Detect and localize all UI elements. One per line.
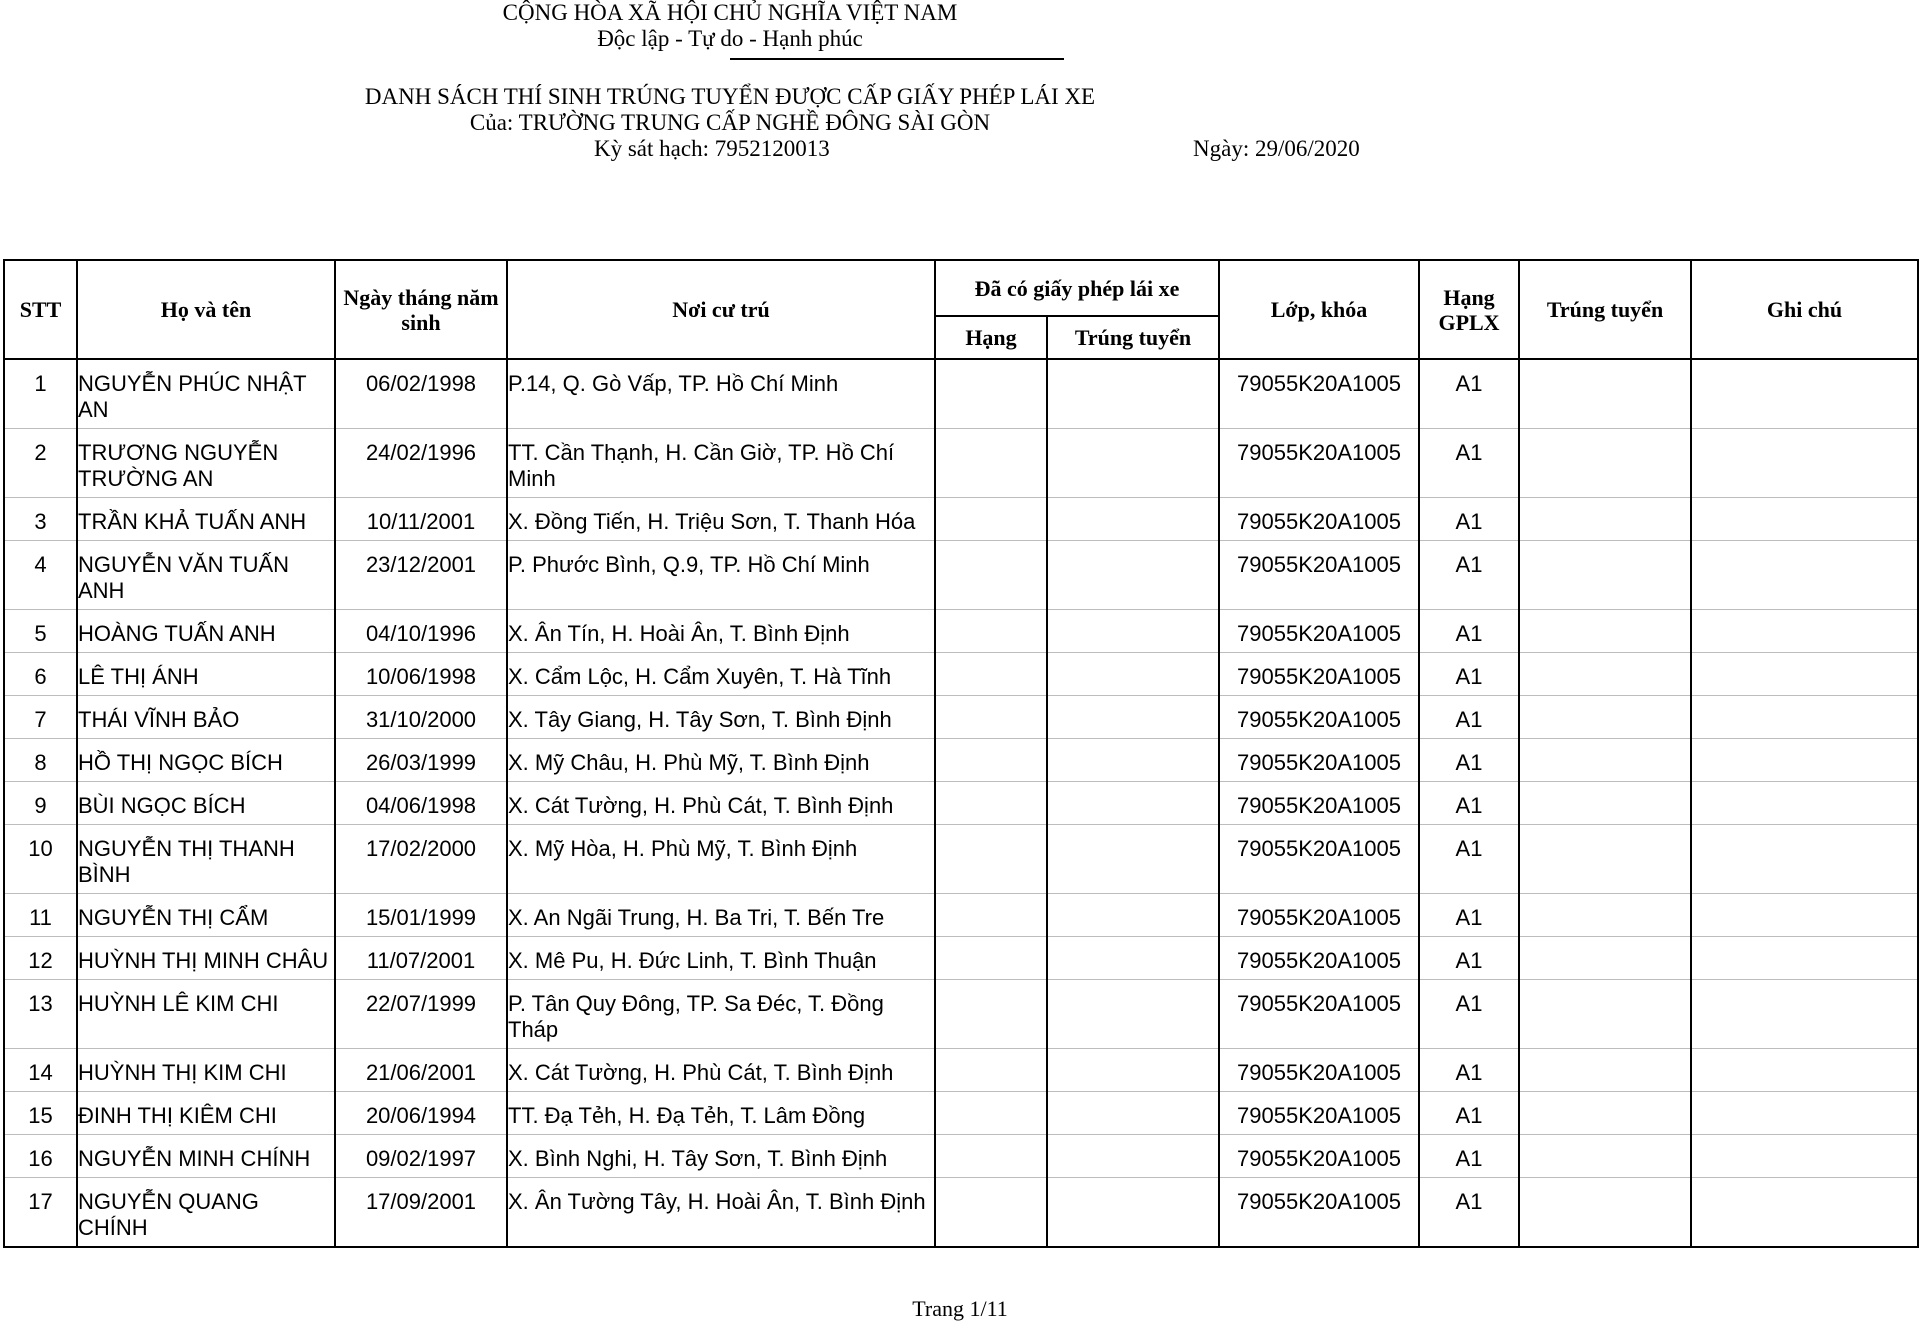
cell-license-rank [935, 696, 1047, 739]
cell-rank: A1 [1419, 359, 1519, 429]
cell-rank: A1 [1419, 653, 1519, 696]
column-header-dob: Ngày tháng năm sinh [335, 260, 507, 359]
cell-name: ĐINH THỊ KIÊM CHI [77, 1092, 335, 1135]
cell-class: 79055K20A1005 [1219, 937, 1419, 980]
column-header-license-rank: Hạng [935, 316, 1047, 359]
cell-rank: A1 [1419, 937, 1519, 980]
cell-address: X. Ân Tường Tây, H. Hoài Ân, T. Bình Định [507, 1178, 935, 1248]
cell-name: HUỲNH LÊ KIM CHI [77, 980, 335, 1049]
cell-stt: 15 [4, 1092, 77, 1135]
cell-license-rank [935, 1178, 1047, 1248]
cell-note [1691, 894, 1918, 937]
cell-stt: 16 [4, 1135, 77, 1178]
cell-license-passed [1047, 980, 1219, 1049]
cell-name: NGUYỄN QUANG CHÍNH [77, 1178, 335, 1248]
cell-class: 79055K20A1005 [1219, 894, 1419, 937]
cell-dob: 10/11/2001 [335, 498, 507, 541]
cell-address: X. Cát Tường, H. Phù Cát, T. Bình Định [507, 782, 935, 825]
cell-rank: A1 [1419, 739, 1519, 782]
cell-note [1691, 1135, 1918, 1178]
cell-license-rank [935, 937, 1047, 980]
cell-license-rank [935, 739, 1047, 782]
cell-dob: 21/06/2001 [335, 1049, 507, 1092]
cell-class: 79055K20A1005 [1219, 696, 1419, 739]
cell-stt: 12 [4, 937, 77, 980]
cell-rank: A1 [1419, 825, 1519, 894]
cell-passed [1519, 541, 1691, 610]
cell-class: 79055K20A1005 [1219, 610, 1419, 653]
column-header-name: Họ và tên [77, 260, 335, 359]
cell-dob: 11/07/2001 [335, 937, 507, 980]
document-title: DANH SÁCH THÍ SINH TRÚNG TUYỂN ĐƯỢC CẤP GIẤY PHÉP LÁI XE [364, 84, 1096, 109]
cell-license-passed [1047, 1092, 1219, 1135]
cell-stt: 2 [4, 429, 77, 498]
cell-dob: 09/02/1997 [335, 1135, 507, 1178]
exam-code: Kỳ sát hạch: 7952120013 [594, 136, 830, 161]
cell-dob: 10/06/1998 [335, 653, 507, 696]
cell-note [1691, 541, 1918, 610]
table-row [4, 825, 1918, 894]
cell-note [1691, 1092, 1918, 1135]
cell-passed [1519, 1092, 1691, 1135]
page-number: Trang 1/11 [912, 1296, 1008, 1321]
column-header-has-license: Đã có giấy phép lái xe [935, 260, 1219, 316]
table-row [4, 653, 1918, 696]
cell-dob: 26/03/1999 [335, 739, 507, 782]
cell-address: X. Đồng Tiến, H. Triệu Sơn, T. Thanh Hóa [507, 498, 935, 541]
cell-address: X. Mê Pu, H. Đức Linh, T. Bình Thuận [507, 937, 935, 980]
cell-license-rank [935, 894, 1047, 937]
cell-note [1691, 937, 1918, 980]
cell-address: TT. Đạ Tẻh, H. Đạ Tẻh, T. Lâm Đồng [507, 1092, 935, 1135]
cell-note [1691, 739, 1918, 782]
cell-stt: 11 [4, 894, 77, 937]
cell-note [1691, 498, 1918, 541]
cell-class: 79055K20A1005 [1219, 980, 1419, 1049]
cell-rank: A1 [1419, 541, 1519, 610]
table-row [4, 541, 1918, 610]
cell-dob: 06/02/1998 [335, 359, 507, 429]
cell-class: 79055K20A1005 [1219, 825, 1419, 894]
cell-name: NGUYỄN PHÚC NHẬT AN [77, 359, 335, 429]
cell-stt: 10 [4, 825, 77, 894]
cell-address: P.14, Q. Gò Vấp, TP. Hồ Chí Minh [507, 359, 935, 429]
cell-dob: 15/01/1999 [335, 894, 507, 937]
cell-address: X. Ân Tín, H. Hoài Ân, T. Bình Định [507, 610, 935, 653]
cell-rank: A1 [1419, 782, 1519, 825]
motto-underline-divider [730, 58, 1064, 60]
cell-license-rank [935, 359, 1047, 429]
cell-address: X. Cát Tường, H. Phù Cát, T. Bình Định [507, 1049, 935, 1092]
cell-class: 79055K20A1005 [1219, 739, 1419, 782]
table-row [4, 610, 1918, 653]
cell-passed [1519, 825, 1691, 894]
cell-stt: 8 [4, 739, 77, 782]
cell-rank: A1 [1419, 1135, 1519, 1178]
cell-class: 79055K20A1005 [1219, 1092, 1419, 1135]
cell-license-rank [935, 653, 1047, 696]
cell-passed [1519, 980, 1691, 1049]
candidate-table [3, 259, 1919, 1248]
cell-passed [1519, 429, 1691, 498]
cell-passed [1519, 696, 1691, 739]
table-row [4, 359, 1918, 429]
cell-name: HUỲNH THỊ KIM CHI [77, 1049, 335, 1092]
cell-address: X. An Ngãi Trung, H. Ba Tri, T. Bến Tre [507, 894, 935, 937]
cell-rank: A1 [1419, 696, 1519, 739]
cell-license-passed [1047, 429, 1219, 498]
cell-note [1691, 359, 1918, 429]
cell-name: LÊ THỊ ÁNH [77, 653, 335, 696]
cell-stt: 3 [4, 498, 77, 541]
cell-class: 79055K20A1005 [1219, 498, 1419, 541]
cell-note [1691, 980, 1918, 1049]
column-header-rank: Hạng GPLX [1419, 260, 1519, 359]
cell-rank: A1 [1419, 894, 1519, 937]
cell-stt: 6 [4, 653, 77, 696]
table-row [4, 1178, 1918, 1248]
column-header-stt: STT [4, 260, 77, 359]
cell-stt: 1 [4, 359, 77, 429]
cell-passed [1519, 739, 1691, 782]
cell-class: 79055K20A1005 [1219, 541, 1419, 610]
cell-passed [1519, 1178, 1691, 1248]
cell-license-rank [935, 1092, 1047, 1135]
cell-name: NGUYỄN VĂN TUẤN ANH [77, 541, 335, 610]
table-row [4, 739, 1918, 782]
cell-passed [1519, 610, 1691, 653]
cell-stt: 4 [4, 541, 77, 610]
cell-stt: 17 [4, 1178, 77, 1248]
cell-class: 79055K20A1005 [1219, 1135, 1419, 1178]
cell-dob: 04/06/1998 [335, 782, 507, 825]
table-row [4, 1092, 1918, 1135]
column-header-class: Lớp, khóa [1219, 260, 1419, 359]
cell-name: NGUYỄN THỊ CẨM [77, 894, 335, 937]
cell-rank: A1 [1419, 980, 1519, 1049]
cell-dob: 04/10/1996 [335, 610, 507, 653]
column-header-note: Ghi chú [1691, 260, 1918, 359]
cell-class: 79055K20A1005 [1219, 782, 1419, 825]
cell-license-passed [1047, 782, 1219, 825]
cell-name: BÙI NGỌC BÍCH [77, 782, 335, 825]
cell-license-passed [1047, 498, 1219, 541]
cell-dob: 17/02/2000 [335, 825, 507, 894]
cell-name: NGUYỄN THỊ THANH BÌNH [77, 825, 335, 894]
cell-passed [1519, 498, 1691, 541]
cell-address: TT. Cần Thạnh, H. Cần Giờ, TP. Hồ Chí Minh [507, 429, 935, 498]
cell-note [1691, 696, 1918, 739]
column-header-license-passed: Trúng tuyển [1047, 316, 1219, 359]
cell-name: TRƯƠNG NGUYỄN TRƯỜNG AN [77, 429, 335, 498]
document-nation-title: CỘNG HÒA XÃ HỘI CHỦ NGHĨA VIỆT NAM [502, 0, 958, 25]
cell-address: X. Mỹ Châu, H. Phù Mỹ, T. Bình Định [507, 739, 935, 782]
cell-passed [1519, 1135, 1691, 1178]
cell-name: TRẦN KHẢ TUẤN ANH [77, 498, 335, 541]
cell-address: P. Tân Quy Đông, TP. Sa Đéc, T. Đồng Tháp [507, 980, 935, 1049]
cell-license-passed [1047, 894, 1219, 937]
document-motto: Độc lập - Tự do - Hạnh phúc [597, 26, 863, 51]
cell-license-rank [935, 429, 1047, 498]
cell-note [1691, 782, 1918, 825]
table-row [4, 429, 1918, 498]
cell-note [1691, 825, 1918, 894]
cell-rank: A1 [1419, 1092, 1519, 1135]
cell-address: P. Phước Bình, Q.9, TP. Hồ Chí Minh [507, 541, 935, 610]
cell-name: NGUYỄN MINH CHÍNH [77, 1135, 335, 1178]
cell-license-passed [1047, 937, 1219, 980]
cell-license-passed [1047, 1135, 1219, 1178]
cell-license-passed [1047, 610, 1219, 653]
cell-dob: 17/09/2001 [335, 1178, 507, 1248]
table-row [4, 980, 1918, 1049]
cell-license-rank [935, 1049, 1047, 1092]
cell-address: X. Bình Nghi, H. Tây Sơn, T. Bình Định [507, 1135, 935, 1178]
cell-license-passed [1047, 359, 1219, 429]
cell-dob: 24/02/1996 [335, 429, 507, 498]
cell-rank: A1 [1419, 1178, 1519, 1248]
cell-passed [1519, 359, 1691, 429]
cell-license-rank [935, 825, 1047, 894]
cell-passed [1519, 894, 1691, 937]
cell-stt: 14 [4, 1049, 77, 1092]
cell-dob: 22/07/1999 [335, 980, 507, 1049]
cell-note [1691, 1049, 1918, 1092]
cell-rank: A1 [1419, 498, 1519, 541]
cell-license-passed [1047, 541, 1219, 610]
cell-passed [1519, 937, 1691, 980]
cell-class: 79055K20A1005 [1219, 1049, 1419, 1092]
school-name: Của: TRƯỜNG TRUNG CẤP NGHỀ ĐÔNG SÀI GÒN [469, 110, 991, 135]
cell-note [1691, 653, 1918, 696]
table-row [4, 696, 1918, 739]
cell-license-rank [935, 782, 1047, 825]
cell-class: 79055K20A1005 [1219, 359, 1419, 429]
table-row [4, 1049, 1918, 1092]
cell-dob: 20/06/1994 [335, 1092, 507, 1135]
cell-passed [1519, 653, 1691, 696]
cell-rank: A1 [1419, 1049, 1519, 1092]
cell-name: HỒ THỊ NGỌC BÍCH [77, 739, 335, 782]
cell-passed [1519, 782, 1691, 825]
cell-stt: 5 [4, 610, 77, 653]
cell-address: X. Tây Giang, H. Tây Sơn, T. Bình Định [507, 696, 935, 739]
cell-name: HOÀNG TUẤN ANH [77, 610, 335, 653]
cell-note [1691, 429, 1918, 498]
cell-license-passed [1047, 696, 1219, 739]
table-row [4, 894, 1918, 937]
cell-passed [1519, 1049, 1691, 1092]
cell-class: 79055K20A1005 [1219, 653, 1419, 696]
table-row [4, 937, 1918, 980]
cell-license-rank [935, 610, 1047, 653]
cell-stt: 13 [4, 980, 77, 1049]
cell-license-rank [935, 498, 1047, 541]
cell-note [1691, 610, 1918, 653]
cell-license-rank [935, 1135, 1047, 1178]
cell-class: 79055K20A1005 [1219, 429, 1419, 498]
column-header-passed: Trúng tuyển [1519, 260, 1691, 359]
cell-note [1691, 1178, 1918, 1248]
cell-address: X. Cẩm Lộc, H. Cẩm Xuyên, T. Hà Tĩnh [507, 653, 935, 696]
cell-rank: A1 [1419, 610, 1519, 653]
cell-license-passed [1047, 825, 1219, 894]
cell-stt: 7 [4, 696, 77, 739]
cell-rank: A1 [1419, 429, 1519, 498]
cell-dob: 31/10/2000 [335, 696, 507, 739]
cell-license-passed [1047, 1178, 1219, 1248]
cell-license-rank [935, 541, 1047, 610]
cell-license-rank [935, 980, 1047, 1049]
cell-stt: 9 [4, 782, 77, 825]
exam-date: Ngày: 29/06/2020 [1193, 136, 1360, 161]
cell-class: 79055K20A1005 [1219, 1178, 1419, 1248]
cell-dob: 23/12/2001 [335, 541, 507, 610]
table-row [4, 498, 1918, 541]
table-row [4, 1135, 1918, 1178]
cell-license-passed [1047, 739, 1219, 782]
cell-name: HUỲNH THỊ MINH CHÂU [77, 937, 335, 980]
table-row [4, 782, 1918, 825]
cell-license-passed [1047, 1049, 1219, 1092]
cell-name: THÁI VĨNH BẢO [77, 696, 335, 739]
column-header-address: Nơi cư trú [507, 260, 935, 359]
cell-license-passed [1047, 653, 1219, 696]
cell-address: X. Mỹ Hòa, H. Phù Mỹ, T. Bình Định [507, 825, 935, 894]
